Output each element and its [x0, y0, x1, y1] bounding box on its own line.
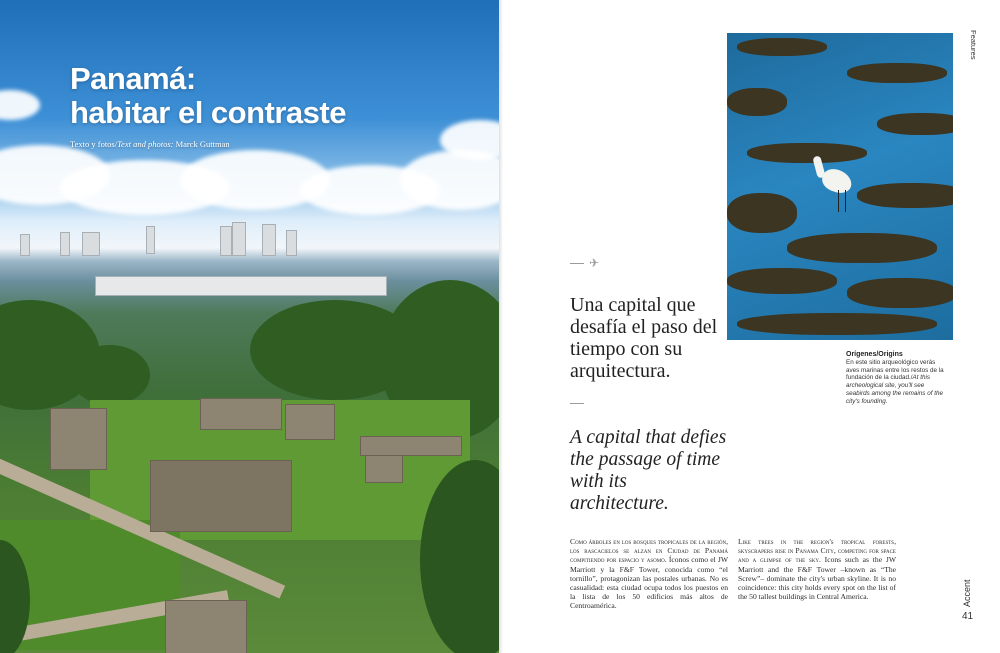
airplane-icon: ✈ — [589, 256, 600, 270]
caption-title: Orígenes/Origins — [846, 351, 903, 358]
credit-label-en: Text and photos: — [117, 139, 174, 149]
page-number: 41 — [962, 611, 974, 622]
pull-quote-es: Una capital que desafía el paso del tiempo con su arquitectura. — [570, 294, 718, 382]
decorative-line — [570, 263, 584, 264]
egret-leg — [845, 190, 846, 212]
body-column-es — [570, 537, 728, 611]
body-text-en: Icons such as the JW Marriott and the F&F Tower –known as “The Screw”– dominate the city's urban skyline. It is no coincidence: this city holds every spot on the list of the 50 tallest buildings in Central America. — [738, 555, 896, 602]
body-lead-es: Como árboles en los bosques tropicales de la región, los rascacielos se alzan en Ciudad de Panamá compitiendo por espacio y asomo. — [570, 537, 728, 565]
credit-label: Texto y fotos/ — [70, 139, 118, 149]
caption-text-es: En este sitio arqueológico verás aves marinas entre los restos de la fundación de la ciudad./ — [846, 358, 944, 382]
body-lead-en: Like trees in the region's tropical forests, skyscrapers rise in Panama City, competing for space and a glimpse of the sky. — [738, 537, 896, 565]
magazine-brand: Accent — [962, 579, 972, 607]
section-label: Features — [969, 30, 978, 60]
body-column-en — [738, 537, 896, 601]
body-text-es: Íconos como el JW Marriott y la F&F Tower, conocida como “el tornillo”, protagonizan las postales urbanas. No es casualidad: esta ciudad ocupa todos los puestos en la lista de los 50 edificios más altos de Centroamérica. — [570, 555, 728, 611]
article-title-line-2: habitar el contraste — [70, 95, 346, 130]
article-title — [70, 62, 346, 130]
photo-credit — [70, 139, 230, 149]
page-gutter — [499, 0, 503, 653]
egret-leg — [838, 190, 839, 212]
article-title-line-1: Panamá: — [70, 61, 196, 96]
pull-quote-en: A capital that defies the passage of time with its architecture. — [570, 427, 727, 514]
divider — [570, 403, 584, 404]
caption-text-en: At this archeological site, you'll see seabirds among the remains of the city's founding. — [846, 374, 943, 405]
credit-author: Marck Guttman — [175, 139, 230, 149]
photo-caption — [846, 351, 946, 406]
